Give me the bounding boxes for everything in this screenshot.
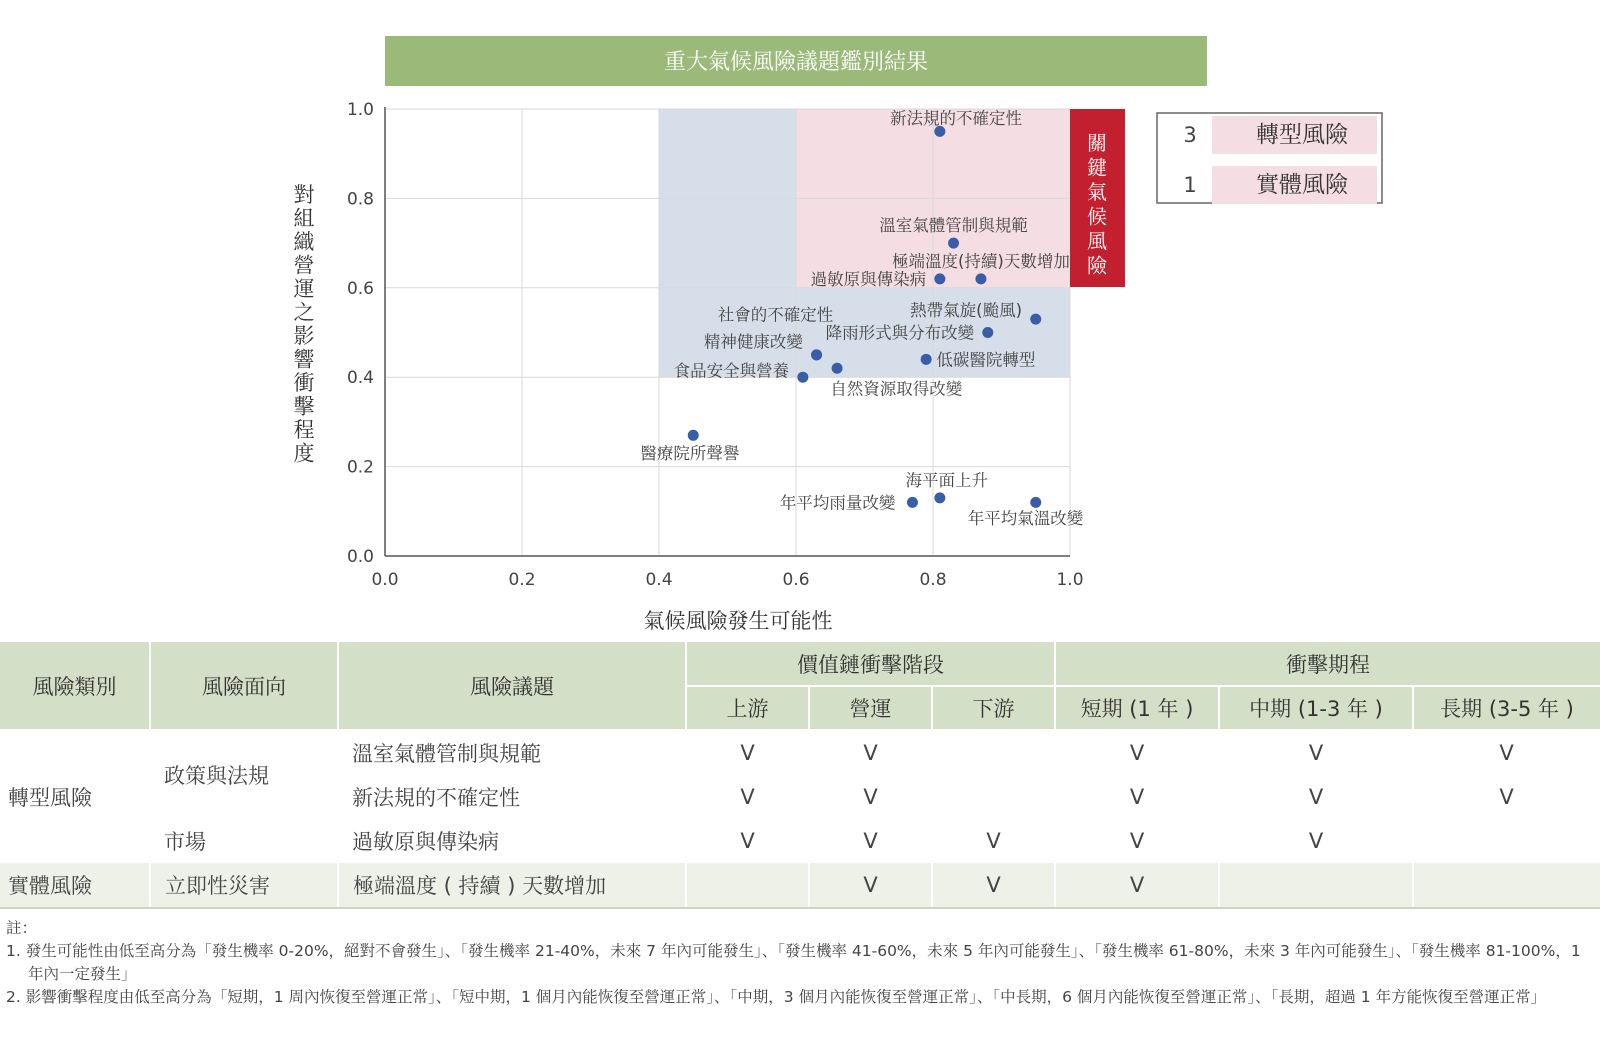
- data-point: [1030, 314, 1041, 325]
- cell-mid-term: V: [1308, 785, 1324, 809]
- legend-label-physical: 實體風險: [1256, 172, 1348, 198]
- data-point-label: 熱帶氣旋(颱風): [910, 301, 1023, 321]
- data-point-label: 新法規的不確定性: [890, 108, 1023, 128]
- cell-downstream: V: [932, 863, 1055, 908]
- data-point: [982, 327, 993, 338]
- x-tick-label: 0.6: [782, 570, 810, 590]
- data-point-label: 年平均雨量改變: [779, 493, 896, 513]
- risk-table: [0, 642, 1600, 909]
- cell-upstream: [686, 863, 809, 908]
- cell-downstream: [932, 775, 1055, 819]
- data-point: [948, 238, 959, 249]
- cell-operations: V: [863, 741, 878, 765]
- cell-short-term: V: [1129, 829, 1145, 853]
- data-point: [797, 372, 808, 383]
- data-point-label: 低碳醫院轉型: [936, 350, 1036, 370]
- y-axis-label: 對組織營運之影響衝擊程度: [293, 182, 315, 466]
- x-tick-label: 0.0: [371, 570, 399, 590]
- data-point-label: 過敏原與傳染病: [810, 269, 927, 289]
- data-point: [934, 273, 945, 284]
- y-tick-label: 0.2: [346, 457, 374, 478]
- cell-short-term: V: [1055, 863, 1219, 908]
- x-tick-label: 0.8: [919, 570, 947, 590]
- data-point: [832, 363, 843, 374]
- cell-long-term: [1413, 819, 1600, 863]
- y-tick-label: 0.4: [346, 368, 374, 389]
- cell-short-term: V: [1129, 785, 1145, 809]
- notes-title: 註：: [6, 919, 38, 937]
- header-category: 風險類別: [0, 642, 150, 730]
- cell-upstream: V: [740, 785, 755, 809]
- legend-count-physical: 1: [1183, 173, 1197, 197]
- header-downstream: 下游: [932, 686, 1055, 730]
- table-row: [0, 730, 1600, 775]
- data-point-label: 降雨形式與分布改變: [825, 323, 975, 343]
- header-long-term: 長期 (3-5 年 ): [1413, 686, 1600, 730]
- header-mid-term: 中期 (1-3 年 ): [1219, 686, 1413, 730]
- y-tick-label: 0.0: [346, 547, 374, 567]
- header-upstream: 上游: [686, 686, 809, 730]
- note-item: 2. 影響衝擊程度由低至高分為「短期，1 周內恢復至營運正常」、「短中期，1 個月內能恢復至營運正常」、「中期，3 個月內能恢復至營運正常」、「中長期，6 個月內能恢復至營運正常」、「長期，超過 1 年方能恢復至營運正常」: [6, 988, 1547, 1006]
- cell-short-term: V: [1129, 741, 1145, 765]
- row-category: 轉型風險: [8, 786, 92, 810]
- row-aspect: 立即性災害: [150, 863, 338, 908]
- cell-mid-term: V: [1308, 829, 1324, 853]
- data-point-label: 自然資源取得改變: [830, 379, 963, 399]
- table-row: [0, 819, 1600, 863]
- data-point: [975, 273, 986, 284]
- header-period: 衝擊期程: [1055, 642, 1600, 686]
- row-issue: 新法規的不確定性: [352, 786, 520, 810]
- data-point-label: 精神健康改變: [703, 332, 803, 352]
- data-point-label: 社會的不確定性: [717, 305, 834, 325]
- x-axis-label: 氣候風險發生可能性: [643, 609, 833, 633]
- data-point: [907, 497, 918, 508]
- x-tick-label: 0.2: [508, 570, 536, 590]
- y-tick-label: 1.0: [346, 100, 374, 120]
- note-item: 1. 發生可能性由低至高分為「發生機率 0-20%，絕對不會發生」、「發生機率 21-40%，未來 7 年內可能發生」、「發生機率 41-60%，未來 5 年內可能發生」、「發生機率 61-80%，未來 3 年內可能發生」、「發生機率 81-100%，1 年內一定發生」: [6, 942, 1581, 983]
- y-tick-label: 0.6: [346, 278, 374, 299]
- cell-long-term: [1413, 863, 1600, 908]
- data-point: [921, 354, 932, 365]
- cell-operations: V: [863, 829, 878, 853]
- data-point: [1030, 497, 1041, 508]
- header-aspect: 風險面向: [150, 642, 338, 730]
- cell-long-term: V: [1499, 785, 1514, 809]
- legend: [1157, 113, 1382, 204]
- key-risk-label: 關鍵氣候風險: [1087, 131, 1107, 278]
- header-short-term: 短期 (1 年 ): [1055, 686, 1219, 730]
- cell-mid-term: [1219, 863, 1413, 908]
- cell-upstream: V: [740, 741, 755, 765]
- cell-operations: V: [809, 863, 932, 908]
- data-point: [688, 430, 699, 441]
- header-issue: 風險議題: [338, 642, 686, 730]
- cell-mid-term: V: [1308, 741, 1324, 765]
- legend-count-transition: 3: [1183, 123, 1197, 147]
- cell-operations: V: [863, 785, 878, 809]
- data-point-label: 海平面上升: [905, 471, 988, 491]
- row-aspect: 政策與法規: [164, 764, 269, 788]
- legend-label-transition: 轉型風險: [1256, 122, 1348, 148]
- data-point-label: 溫室氣體管制與規範: [879, 216, 1028, 236]
- y-tick-label: 0.8: [346, 189, 374, 210]
- row-category: 實體風險: [0, 863, 150, 908]
- row-issue: 溫室氣體管制與規範: [352, 742, 541, 766]
- cell-upstream: V: [740, 829, 755, 853]
- row-issue: 極端溫度 ( 持續 ) 天數增加: [338, 863, 686, 908]
- x-tick-label: 1.0: [1056, 570, 1084, 590]
- cell-downstream: [932, 730, 1055, 775]
- data-point-label: 年平均氣溫改變: [967, 509, 1084, 529]
- cell-downstream: V: [986, 829, 1001, 853]
- notes: [6, 917, 1596, 1009]
- table-row: [0, 863, 1600, 908]
- chart-title: 重大氣候風險議題鑑別結果: [663, 50, 929, 75]
- row-issue: 過敏原與傳染病: [352, 830, 499, 854]
- data-point: [934, 492, 945, 503]
- data-point-label: 極端溫度(持續)天數增加: [892, 251, 1070, 271]
- header-operations: 營運: [809, 686, 932, 730]
- header-value-chain: 價值鏈衝擊階段: [686, 642, 1055, 686]
- row-aspect: 市場: [164, 830, 206, 854]
- x-tick-label: 0.4: [645, 570, 673, 590]
- data-point-label: 醫療院所聲譽: [640, 444, 740, 464]
- data-point-label: 食品安全與營養: [673, 361, 790, 381]
- cell-long-term: V: [1499, 741, 1514, 765]
- data-point: [811, 349, 822, 360]
